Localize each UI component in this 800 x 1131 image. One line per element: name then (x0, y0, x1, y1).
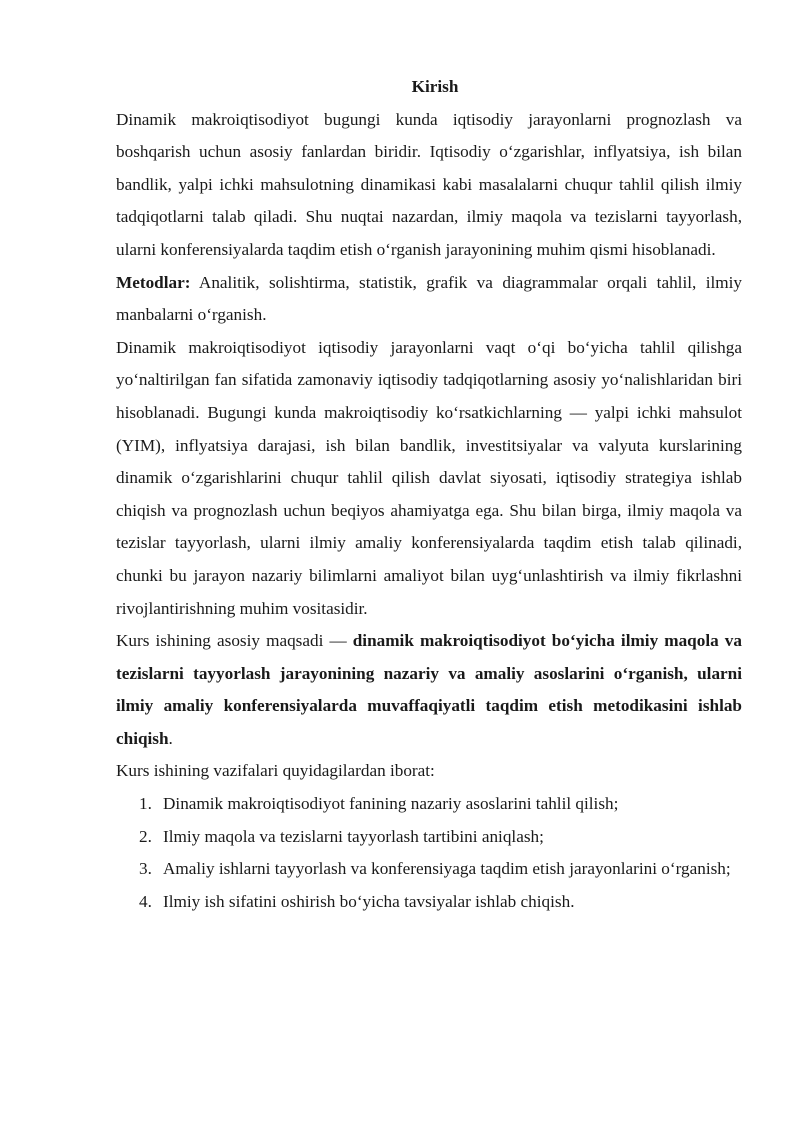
list-item-number: 2. (139, 826, 152, 846)
list-item (116, 821, 742, 854)
list-item-number: 3. (139, 859, 152, 879)
list-item-text: Ilmiy maqola va tezislarni tayyorlash tartibini aniqlash; (163, 826, 544, 846)
document-content (116, 71, 742, 918)
goal-bold-text: dinamik makroiqtisodiyot bo‘yicha ilmiy maqola va tezislarni tayyorlash jarayonining nazariy va amaliy asoslarini o‘rganish, ularni ilmiy amaliy konferensiyalarda muvaffaqiyatli taqdim etish metodikasini ishlab chiqish (116, 631, 742, 748)
list-item (116, 788, 742, 821)
goal-suffix: . (168, 728, 173, 748)
list-item-number: 1. (139, 794, 152, 814)
methods-label: Metodlar: (116, 272, 191, 292)
methods-text: Analitik, solishtirma, statistik, grafik va diagrammalar orqali tahlil, ilmiy manbalarni o‘rganish. (116, 272, 742, 325)
tasks-intro: Kurs ishining vazifalari quyidagilardan iborat: (116, 761, 435, 781)
page-title: Kirish (411, 77, 459, 96)
list-item (116, 886, 742, 919)
goal-paragraph (116, 625, 742, 755)
list-item-text: Amaliy ishlarni tayyorlash va konferensiyaga taqdim etish jarayonlarini o‘rganish; (163, 859, 731, 879)
goal-prefix: Kurs ishining asosiy maqsadi — (116, 631, 353, 651)
list-item-text: Dinamik makroiqtisodiyot fanining nazariy asoslarini tahlil qilish; (163, 794, 619, 814)
intro-paragraph: Dinamik makroiqtisodiyot bugungi kunda iqtisodiy jarayonlarni prognozlash va boshqarish uchun asosiy fanlardan biridir. Iqtisodiy o‘zgarishlar, inflyatsiya, ish bilan bandlik, yalpi ichki mahsulotning dinamikasi kabi masalalarni chuqur tahlil qilish ilmiy tadqiqotlarni talab qiladi. Shu nuqtai nazardan, ilmiy maqola va tezislarni tayyorlash, ularni konferensiyalarda taqdim etish o‘rganish jarayonining muhim qismi hisoblanadi. (116, 109, 742, 259)
list-item-number: 4. (139, 891, 152, 911)
list-item-text: Ilmiy ish sifatini oshirish bo‘yicha tavsiyalar ishlab chiqish. (163, 891, 575, 911)
body-paragraph: Dinamik makroiqtisodiyot iqtisodiy jarayonlarni vaqt o‘qi bo‘yicha tahlil qilishga yo‘naltirilgan fan sifatida zamonaviy iqtisodiy tadqiqotlarning asosiy yo‘nalishlaridan biri hisoblanadi. Bugungi kunda makroiqtisodiy ko‘rsatkichlarning — yalpi ichki mahsulot (YIM), inflyatsiya darajasi, ish bilan bandlik, investitsiyalar va valyuta kurslarining dinamik o‘zgarishlarini chuqur tahlil qilish davlat siyosati, iqtisodiy strategiya ishlab chiqish va prognozlash uchun beqiyos ahamiyatga ega. Shu bilan birga, ilmiy maqola va tezislar tayyorlash, ularni ilmiy amaliy konferensiyalarda taqdim etish talab qilinadi, chunki bu jarayon nazariy bilimlarni amaliyot bilan uyg‘unlashtirish va ilmiy fikrlashni rivojlantirishning muhim vositasidir. (116, 337, 742, 618)
list-item (116, 853, 742, 886)
tasks-list (116, 788, 742, 918)
methods-paragraph (116, 267, 742, 332)
